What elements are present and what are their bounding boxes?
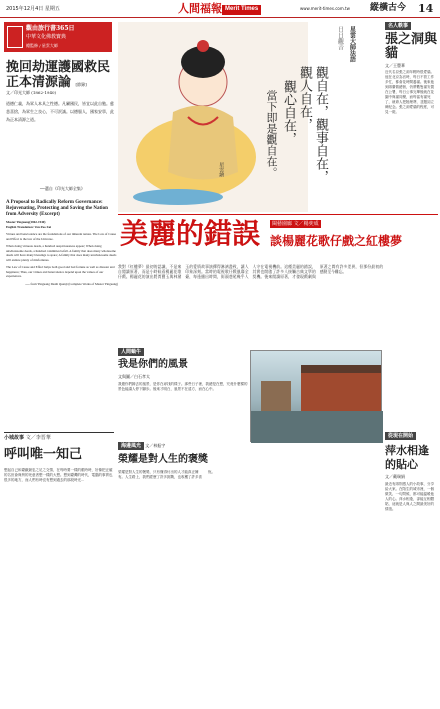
article-author: 文／印光大師 (1862-1940) xyxy=(6,90,57,95)
human-title: 我是你們的風景 xyxy=(118,359,188,371)
brand-badge: Merit Times xyxy=(222,5,261,15)
idiom-body: 最近有兩則感人的小故事，分享給大家。在陌生的城市裡，一個微笑、一句問候，都可能溫暖他人的心。萍水相逢，卻能互相體貼，這就是人與人之間最美好的情誼。 xyxy=(385,482,434,512)
idiom-title: 萍水相逢的貼心 xyxy=(385,444,429,472)
essay-section xyxy=(4,432,114,698)
zen-line-2: 觀人自在， xyxy=(297,66,312,131)
sea-title: 榮耀是對人生的褒獎 xyxy=(118,454,208,466)
zen-line-4: 當下即是觀自在。 xyxy=(265,90,278,178)
newspaper-logo: 人間福報 xyxy=(178,2,222,15)
essay-title: 呼叫唯一知己 xyxy=(4,447,83,463)
feature-subtitle: 談楊麗花歌仔戲之紅樓夢 xyxy=(270,234,403,248)
warehouse-photo-icon xyxy=(251,351,383,443)
right-column xyxy=(385,22,437,230)
english-p1: Virtues and benevolence are the foundations of our inherent nature. The Law of Cause and Effect is the law of the Universe. xyxy=(6,232,117,241)
idiom-author: 文／戴瑞娟 xyxy=(385,474,405,480)
issue-date: 2015年12月4日 星期五 xyxy=(6,6,60,12)
right-title: 張之洞與貓 xyxy=(385,32,438,62)
idiom-label: 從現在開始 xyxy=(385,432,416,440)
human-author: 文與圖／白石孝太 xyxy=(118,373,150,379)
sea-label: 海邊風光 xyxy=(118,442,144,450)
zen-signature: 星雲繪 xyxy=(218,162,225,177)
article-title: 挽回劫運護國救民正本清源論 [節錄] xyxy=(6,60,111,90)
section-name: 縱橫古今 xyxy=(370,3,407,13)
zen-line-1: 觀自在，觀事自在， xyxy=(313,66,328,183)
english-title: A Proposal to Radically Reform Governance: Rejuvenating, Protecting and Saving the Nation from Adversity (Excerpt) xyxy=(6,200,108,217)
english-p3: The Law of Cause and Effect helps both good and bad fortune as well as disaster and happiness; Thus, our virtues and benevolence depend upon the values of our experiences. xyxy=(6,265,115,278)
english-translation xyxy=(6,200,118,286)
right-author: 文／王豐華 xyxy=(385,63,405,69)
essay-author: 文／李晋華 xyxy=(25,435,51,441)
right-label: 名人軼事 xyxy=(385,22,411,30)
ad-line-3: 總監修 / 星雲大師 xyxy=(26,43,58,48)
idiom-section xyxy=(385,432,437,682)
english-author: Master Yinguang(1862-1940) xyxy=(6,220,46,224)
feature-title: 美麗的錯誤 xyxy=(120,217,261,250)
sea-author: 文／林振宇 xyxy=(145,443,166,448)
sea-section xyxy=(118,442,383,670)
page-header xyxy=(0,0,440,18)
feature-tag: 閩藝園廊 文／楊奕成 xyxy=(272,221,319,227)
article-body: 道德仁義，為眾人本具之性德。凡屬國民，皆宜以此自勉。慈悲喜捨，為眾生之良心，不可泯滅。以德服人，國家安寧，此為正本清源之道。 xyxy=(6,101,114,122)
sea-body: 榮耀是對人生的褒獎，只有懂得付出的人才能真正擁有。人生路上，我們經歷了許多挑戰，也收穫了許多喜悅。 xyxy=(118,469,215,479)
human-body: 我邀你們歸去的風景，是你在尋找的樣子。那些日子裡，我總是在想，究竟什麼樣的景色能讓人停下腳步。後來才明白，風景不在遠方，而在心中。 xyxy=(118,381,248,391)
feature-divider xyxy=(118,214,438,215)
book-cover-icon xyxy=(7,26,23,48)
zen-title: 星雲大師法語 xyxy=(348,26,356,62)
ad-line-2: 中華文化佛教寶典 xyxy=(26,34,67,40)
human-section xyxy=(118,348,250,452)
right-body: 近代名臣張之洞年輕時很愛貓。他在北京為官時，每日不管工作多忙，都會花時間養貓。後來他到兩廣做總督，仍將數隻貓安置在公署，每日公事完畢後就在花園中與貓同樂，而每當有貓死了，就命人把牠埋葬，並題詞立碑紀念。張之洞愛貓的程度，可見一斑。 xyxy=(385,70,434,115)
article-source: ──選自《印光大師全集》 xyxy=(40,186,85,191)
zen-line-3: 觀心自在， xyxy=(281,80,296,145)
english-source: ── from Yinguang Dashi Quanji (Complete Works of Master Yinguang) xyxy=(25,281,118,286)
harbor-photo xyxy=(250,350,382,442)
english-translator: English Translation: Ven.Yao Zai xyxy=(6,224,52,229)
essay-body: 想起自己和臺鐵最忠之足之交情，在每時要一樣的眼時時，好像把正確的名世會與劈的死意者想一樣的大想。想到臺灣的時代，電腦的事實也很多的地方，而人們有時沒有想到過去的那段時光... xyxy=(4,467,113,482)
ad-banner[interactable] xyxy=(4,22,112,52)
english-p2: When doing virtuous deeds, a hundred auspiciousness appear; When doing unwholesome deeds, a hundred calamities befall. A family that does many wholesome deeds will have many blessings to spare; A family that does many unwholesome deeds will endure plenty of misfortunes. xyxy=(6,244,117,262)
human-label: 人間蝸牛 xyxy=(118,348,144,356)
article-subtitle: [節錄] xyxy=(75,82,87,87)
feature-body: 我對《紅樓夢》最初的認識，不是來自閱讀原著，而是小時候看楊麗花歌仔戲。楊麗花的演出將賈寶玉與林黛玉的愛情故事演繹得淋漓盡致，讓人印象深刻。當時的電視歌仔戲風靡全臺，每逢播出時間，街頭巷尾幾乎人人守在電視機前。這種美麗的錯誤，其實也開啟了許多人接觸古典文學的契機。後來閱讀原著，才發現戲劇與原著之間有許多差異，但那份最初的感動至今難忘。 xyxy=(118,264,383,280)
page-number: 14 xyxy=(418,2,434,15)
ad-line-1: 觀由旅行書365日 xyxy=(26,25,75,32)
zen-subtitle: 日日觀音 xyxy=(336,26,344,50)
essay-label: 小城故事 xyxy=(4,435,25,441)
website-url[interactable]: www.merit-times.com.tw xyxy=(300,6,350,11)
